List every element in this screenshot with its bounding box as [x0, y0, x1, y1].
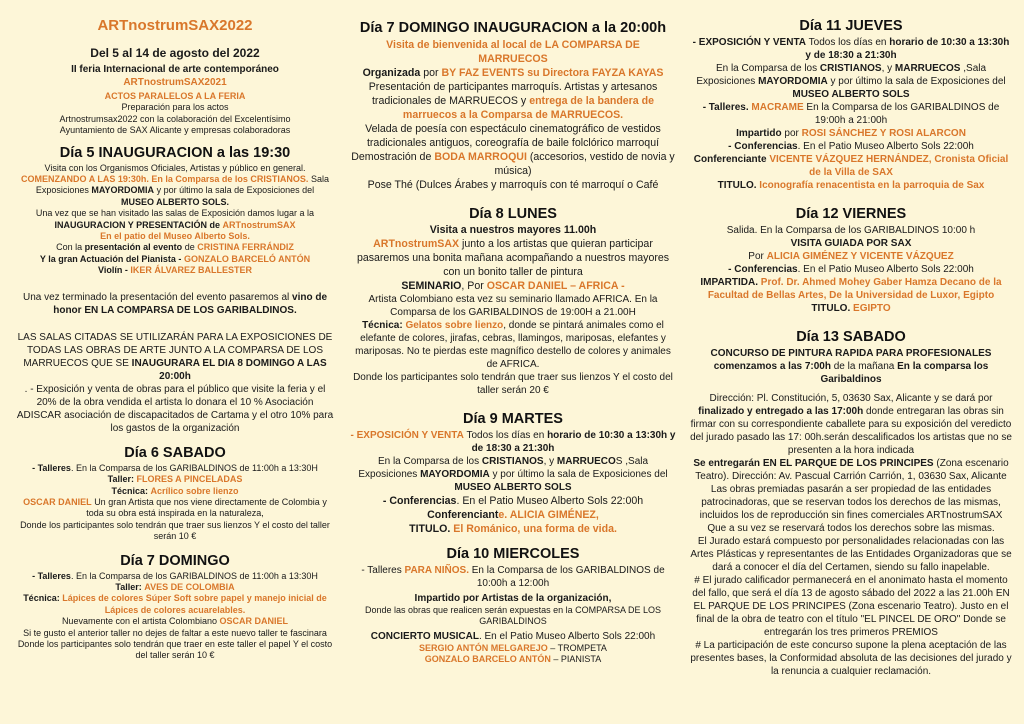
- day5-line-h: Con la presentación al evento de CRISTINA FERRÁNDIZ: [56, 242, 294, 253]
- day8-line-c: Artista Colombiano esta vez su seminario llamado AFRICA. En la Comparsa de los GARIBALDINOS de 19:00H a 21.00H: [368, 294, 658, 318]
- day7-inauguracion-heading: Día 7 DOMINGO INAUGURACION a la 20:00h: [359, 20, 667, 36]
- day7-heading: Día 7 DOMINGO: [120, 552, 230, 569]
- day9-line-d: - Conferencias. En el Patio Museo Alberto Sols 22:00h: [382, 495, 644, 507]
- day10-line-b: Impartido por Artistas de la organización,: [414, 593, 612, 604]
- concurso-jurado: El Jurado estará compuesto por personalidades relacionadas con las Artes Plásticas y representantes de las Entidades Organizadoras que se dará a conocer el día del Certamen, siendo su fallo inapelable.: [690, 536, 1012, 573]
- day6-line-c: Técnica: Acrílico sobre lienzo: [111, 485, 239, 496]
- day6-line-d: OSCAR DANIEL Un gran Artista que nos viene directamente de Colombia y toda su obra está inspirada en la naturaleza,: [23, 496, 327, 519]
- presentacion-paragraph: Presentación de participantes marroquís. Artistas y artesanos tradicionales de MARRUECOS y entrega de la bandera de marruecos a la Comparsa de MARRUECOS.: [368, 81, 658, 121]
- day6-line-e: Donde los participantes solo tendrán que traer sus lienzos Y el costo del taller serán 10 €: [20, 519, 330, 542]
- feria-name: ARTnostrumSAX2021: [123, 77, 227, 88]
- concurso-anonimato: # El jurado calificador permanecerá en el anonimato hasta el momento del fallo, que será el día 13 de agosto sábado del 2022 a las 21.00h EN EL PARQUE DE LOS PRINCIPES (Zona escenario Teatro). Justo en el final de la obra de teatro con el título "EL PINCEL DE ORO" Donde se entregarán los tres primeros PREMIOS: [692, 575, 1010, 638]
- day5-line-a: Visita con los Organismos Oficiales, Artistas y público en general.: [44, 162, 306, 173]
- day8-line-b: SEMINARIO, Por OSCAR DANIEL – AFRICA -: [401, 280, 625, 292]
- day12-line-e: IMPARTIDA. Prof. Dr. Ahmed Mohey Gaber Hamza Decano de la Facultad de Bellas Artes, De la Universidad de Luxor, Egipto: [700, 277, 1002, 301]
- day11-line-e: Impartido por ROSI SÁNCHEZ Y ROSI ALARCON: [736, 128, 966, 139]
- day11-line-c: MUSEO ALBERTO SOLS: [792, 89, 910, 100]
- day11-line-g: Conferenciante VICENTE VÁZQUEZ HERNÁNDEZ, Cronista Oficial de la Villa de SAX: [693, 154, 1009, 178]
- day9-line-a: - EXPOSICIÓN Y VENTA Todos los días en horario de 10:30 a 13:30h y de 18:30 a 21:30h: [350, 430, 676, 454]
- day7-line-a: - Talleres. En la Comparsa de los GARIBALDINOS de 11:00h a 13:30H: [32, 570, 318, 581]
- day5-line-b: COMENZANDO A LAS 19:30h. En la Comparsa de los CRISTIANOS. Sala: [21, 174, 329, 185]
- concurso-entrega: Se entregarán EN EL PARQUE DE LOS PRINCIPES (Zona escenario Teatro). Dirección: Av. Pascual Carrión Carrión, 1, 03630 Sax, Alicante: [693, 458, 1009, 482]
- day5-line-d: MUSEO ALBERTO SOLS.: [120, 196, 229, 207]
- day11-line-a: - EXPOSICIÓN Y VENTA Todos los días en horario de 10:30 a 13:30h y de 18:30 a 21:30h: [692, 37, 1010, 61]
- day9-line-e: Conferenciante. ALICIA GIMÉNEZ,: [427, 509, 599, 521]
- day8-line-e: Donde los participantes solo tendrán que traer sus lienzos Y el costo del taller serán 20 €: [353, 372, 673, 396]
- intro-line-1: Preparación para los actos: [121, 102, 229, 113]
- feria-line: II feria Internacional de arte contemporáneo: [71, 64, 279, 75]
- day13-heading: Día 13 SABADO: [796, 329, 906, 345]
- organizada-line: Organizada por BY FAZ EVENTS su Directora FAYZA KAYAS: [362, 67, 664, 79]
- concurso-aceptacion: # La participación de este concurso supone la plena aceptación de las presentes bases, la Conformidad absoluta de las decisiones del jurado y la renuncia a cualquier reclamación.: [690, 640, 1012, 677]
- day5-line-j: Violín - IKER ÁLVAREZ BALLESTER: [97, 265, 253, 276]
- day7-line-d: Nuevamente con el artista Colombiano OSCAR DANIEL: [61, 616, 289, 627]
- day12-line-b: VISITA GUIADA POR SAX: [790, 238, 912, 249]
- day10-heading: Día 10 MIERCOLES: [446, 546, 580, 562]
- day7-line-e: Si te gusto el anterior taller no dejes de faltar a este nuevo taller te fascinara: [23, 627, 327, 638]
- day5-line-e: Una vez que se han visitado las salas de Exposición damos lugar a la: [35, 208, 315, 219]
- day12-heading: Día 12 VIERNES: [795, 206, 907, 222]
- exposicion-paragraph: . - Exposición y venta de obras para el público que visite la feria y el 20% de la obra vendida el artista lo donara el 10 % Asociación ADISCAR asociación de discapacitados de Cartama y el otro 10% para los gastos de la organización: [16, 383, 334, 434]
- day8-line-a: ARTnostrumSAX junto a los artistas que quieran participar pasaremos una bonita mañana acompañando a nuestros mayores con un bonito taller de pintura: [356, 238, 670, 278]
- day12-line-a: Salida. En la Comparsa de los GARIBALDINOS 10:00 h: [726, 225, 976, 236]
- day7-line-c: Técnica: Lápices de colores Súper Soft sobre papel y manejo inicial de Lápices de colores acuarelables.: [23, 593, 327, 615]
- day6-line-b: Taller: FLORES A PINCELADAS: [107, 474, 243, 485]
- day10-line-e: SERGIO ANTÓN MELGAREJO – TROMPETA: [419, 642, 607, 653]
- day6-heading: Día 6 SABADO: [124, 444, 226, 461]
- concurso-start: comenzamos a las 7:00h de la mañana En la comparsa los Garibaldinos: [713, 361, 989, 385]
- day5-line-f: INAUGURACION Y PRESENTACIÓN de ARTnostrumSAX: [54, 219, 296, 230]
- day10-line-f: GONZALO BARCELO ANTÓN – PIANISTA: [424, 654, 602, 665]
- intro-line-3: Ayuntamiento de SAX Alicante y empresas colaboradoras: [59, 125, 291, 136]
- bienvenida-line: Visita de bienvenida al local de LA COMPARSA DE MARRUECOS: [386, 39, 640, 65]
- day6-line-a: - Talleres. En la Comparsa de los GARIBALDINOS de 11:00h a 13:30H: [32, 462, 318, 473]
- day5-line-i: Y la gran Actuación del Pianista - GONZALO BARCELÓ ANTÓN: [39, 253, 311, 264]
- intro-line-2: Artnostrumsax2022 con la colaboración del Excelentísimo: [59, 113, 291, 124]
- day11-heading: Día 11 JUEVES: [799, 18, 903, 34]
- day9-heading: Día 9 MARTES: [463, 411, 563, 427]
- day10-line-c: Donde las obras que realicen serán expuestas en la COMPARSA DE LOS GARIBALDINOS: [365, 605, 661, 627]
- day11-line-f: - Conferencias. En el Patio Museo Alberto Sols 22:00h: [728, 141, 974, 152]
- actos-label: ACTOS PARALELOS A LA FERIA: [104, 91, 246, 101]
- day9-line-f: TITULO. El Románico, una forma de vida.: [409, 523, 617, 535]
- column-1: [14, 0, 336, 724]
- salas-paragraph: LAS SALAS CITADAS SE UTILIZARÁN PARA LA EXPOSICIONES DE TODAS LAS OBRAS DE ARTE JUNTO A LA COMPARSA DE LOS MARRUECOS QUE SE INAUGURARA EL DIA 8 DOMINGO A LAS 20:00h: [17, 331, 333, 382]
- day8-lead: Visita a nuestros mayores 11.00h: [429, 224, 597, 236]
- day5-line-c: Exposiciones MAYORDOMIA y por último la sala de Exposiciones del: [35, 185, 315, 196]
- concurso-direccion: Dirección: Pl. Constitución, 5, 03630 Sax, Alicante y se dará por finalizado y entregado a las 17:00h donde entregaran las obras sin firmar con su correspondiente caballete para su exposición del veredicto del jurado pasado las 17: 00h.serán descalificados los artistas que no se presenten a la hora indicada: [690, 393, 1012, 456]
- day9-line-b: En la Comparsa de los CRISTIANOS, y MARRUECOS ,Sala Exposiciones MAYORDOMIA y por último la sala de Exposiciones del: [358, 456, 668, 480]
- day7-line-f: Donde los participantes solo tendrán que traer en este taller el papel Y el costo del taller serán 10 €: [17, 638, 333, 661]
- day12-line-f: TITULO. EGIPTO: [811, 303, 891, 314]
- day12-line-c: Por ALICIA GIMÉNEZ Y VICENTE VÁZQUEZ: [748, 251, 954, 262]
- day8-heading: Día 8 LUNES: [469, 206, 557, 222]
- day11-line-h: TITULO. Iconografía renacentista en la parroquia de Sax: [717, 180, 985, 191]
- column-3: [690, 0, 1012, 724]
- day9-line-c: MUSEO ALBERTO SOLS: [454, 482, 572, 493]
- day10-line-d: CONCIERTO MUSICAL. En el Patio Museo Alberto Sols 22:00h: [370, 630, 656, 642]
- day5-heading: Día 5 INAUGURACION a las 19:30: [59, 144, 291, 161]
- day10-line-a: - Talleres PARA NIÑOS. En la Comparsa de los GARIBALDINOS de 10:00h a 12:00h: [361, 565, 665, 589]
- velada-paragraph: Velada de poesía con espectáculo cinematográfico de vestidos tradicionales antiguos, coreografía de baile folclórico marroquí Demostración de BODA MARROQUI (accesorios, vestido de novia y música): [351, 123, 675, 177]
- pose-the-line: Pose Thé (Dulces Árabes y marroquís con té marroquí o Café: [367, 179, 659, 191]
- day5-line-g: En el patio del Museo Alberto Sols.: [100, 231, 250, 242]
- day11-line-d: - Talleres. MACRAME En la Comparsa de los GARIBALDINOS de 19:00h a 21:00h: [702, 102, 1000, 126]
- column-2: [350, 0, 676, 724]
- day12-line-d: - Conferencias. En el Patio Museo Alberto Sols 22:00h: [728, 264, 974, 275]
- event-dates: Del 5 al 14 de agosto del 2022: [90, 46, 260, 60]
- day7-line-b: Taller: AVES DE COLOMBIA: [115, 581, 235, 592]
- concurso-title: CONCURSO DE PINTURA RAPIDA PARA PROFESIONALES: [710, 348, 992, 359]
- concurso-obras: Las obras premiadas pasarán a ser propiedad de las entidades patrocinadoras, que se reservan todos los derechos de las mismas, incluidos los de reproducción sin fines comerciales ARTnostrumSAX Que a su vez se reservará todos los derechos sobre las mismas.: [699, 484, 1003, 534]
- day11-line-b: En la Comparsa de los CRISTIANOS, y MARRUECOS ,Sala Exposiciones MAYORDOMIA y por último la sala de Exposiciones del: [696, 63, 1006, 87]
- event-title: ARTnostrumSAX2022: [97, 17, 253, 34]
- vino-paragraph: Una vez terminado la presentación del evento pasaremos al vino de honor EN LA COMPARSA DE LOS GARIBALDINOS.: [22, 291, 328, 316]
- day8-line-d: Técnica: Gelatos sobre lienzo, donde se pintará animales como el elefante de colores, jirafas, cebras, llamingos, mariposas, elefantes y mariposas. No te pierdas este magnífico destello de colores y animales de AFRICA.: [355, 320, 671, 370]
